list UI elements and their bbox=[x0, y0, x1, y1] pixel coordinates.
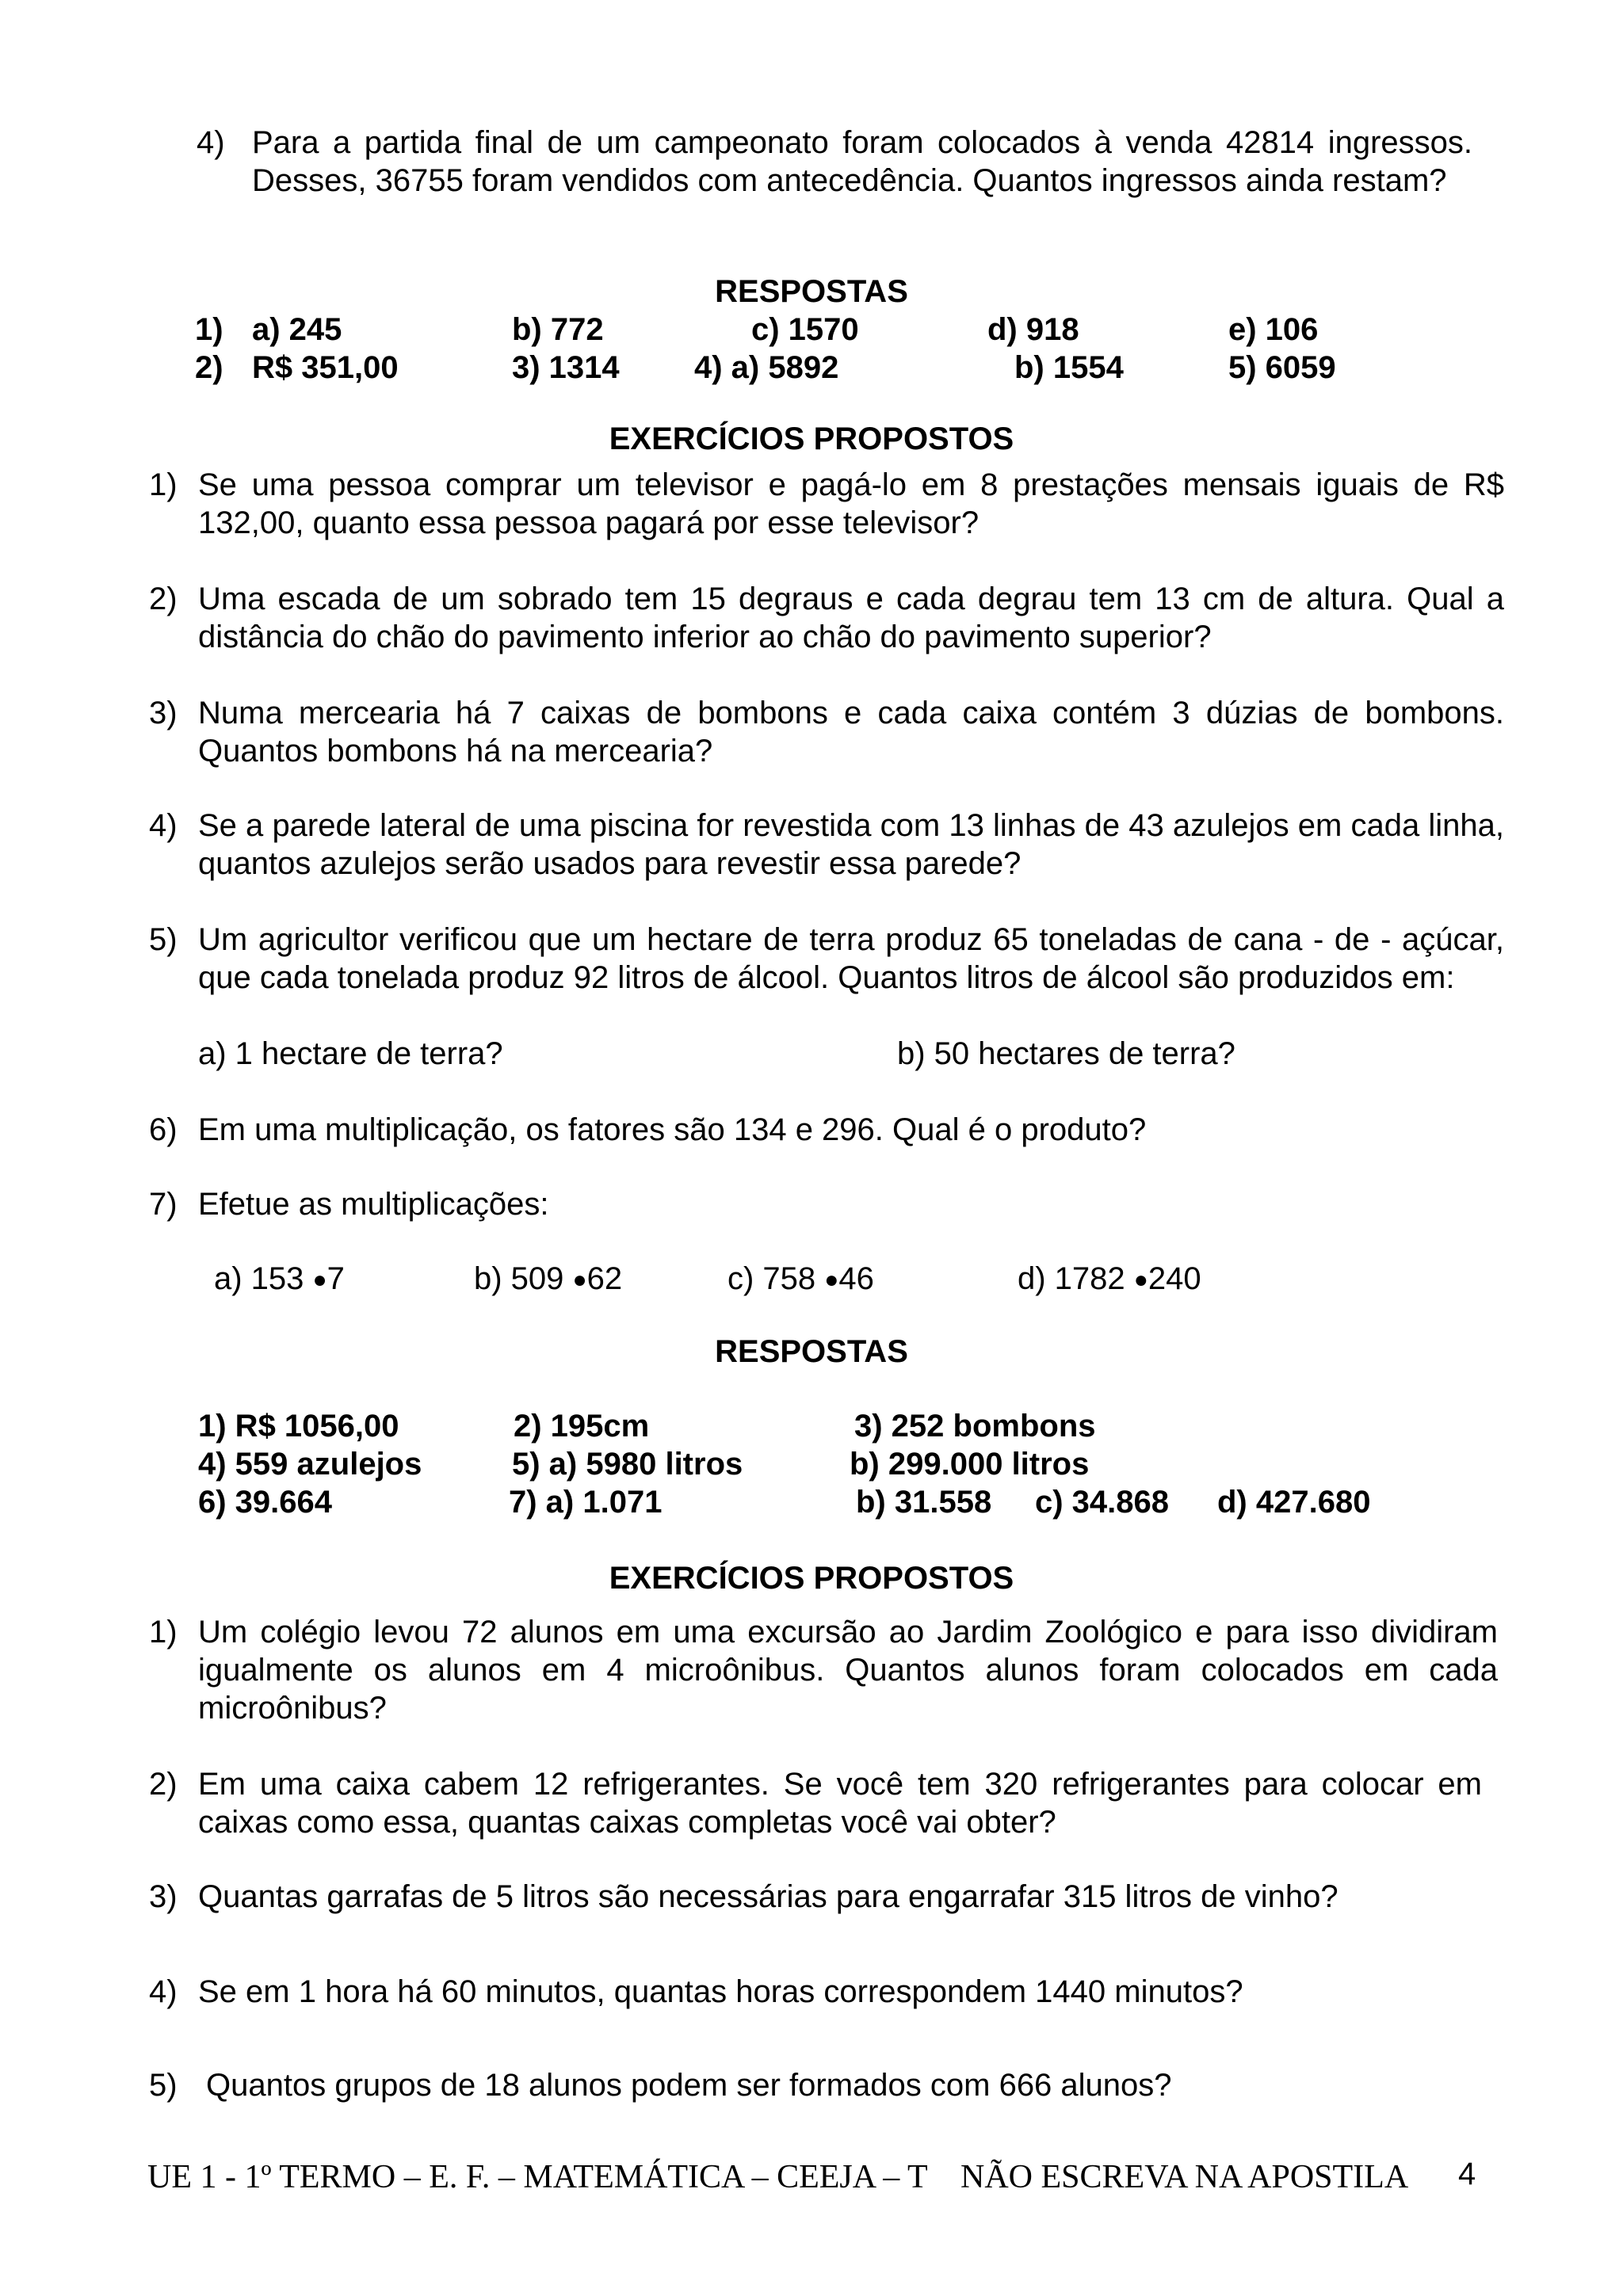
question-number: 4) bbox=[149, 808, 178, 843]
question-text: Em uma multiplicação, os fatores são 134 e 296. Qual é o produto? bbox=[198, 1112, 1147, 1147]
footer-notice: NÃO ESCREVA NA APOSTILA bbox=[960, 2159, 1409, 2195]
factor-text: 46 bbox=[838, 1261, 874, 1296]
factor-text: a) 153 bbox=[214, 1261, 313, 1296]
question-text: Para a partida final de um campeonato foram colocados à venda 42814 ingressos. Desses, 36755 foram vendidos com antecedência. Quantos ingressos ainda restam? bbox=[252, 125, 1472, 198]
question-number: 3) bbox=[149, 1879, 178, 1914]
answer-item: c) 34.868 bbox=[1035, 1485, 1170, 1520]
question-text: Um colégio levou 72 alunos em uma excursão ao Jardim Zoológico e para isso dividiram igualmente os alunos em 4 microônibus. Quantos alunos foram colocados em cada microônibus? bbox=[198, 1615, 1498, 1726]
answer-item: 3) 252 bombons bbox=[854, 1409, 1096, 1444]
answer-item: b) 299.000 litros bbox=[850, 1447, 1090, 1482]
question-text: Se uma pessoa comprar um televisor e pagá-lo em 8 prestações mensais iguais de R$ 132,00, quanto essa pessoa pagará por esse televisor? bbox=[198, 467, 1504, 540]
answer-item: d) 918 bbox=[987, 312, 1079, 347]
answer-item: b) 772 bbox=[512, 312, 604, 347]
multiply-dot-icon: ● bbox=[572, 1267, 587, 1293]
answer-item: a) 245 bbox=[252, 312, 342, 347]
question-number: 7) bbox=[149, 1187, 178, 1222]
factor-text: d) 1782 bbox=[1018, 1261, 1134, 1296]
answer-item: c) 1570 bbox=[751, 312, 859, 347]
answer-item: 4) a) 5892 bbox=[694, 350, 839, 385]
multiplication-item bbox=[214, 1260, 345, 1299]
question-text: Efetue as multiplicações: bbox=[198, 1187, 549, 1222]
question-number: 4) bbox=[197, 125, 225, 160]
answer-item: 5) 6059 bbox=[1228, 350, 1336, 385]
question-text: Uma escada de um sobrado tem 15 degraus e cada degrau tem 13 cm de altura. Qual a distância do chão do pavimento inferior ao chão do pavimento superior? bbox=[198, 582, 1504, 654]
sub-item: a) 1 hectare de terra? bbox=[198, 1036, 503, 1071]
answer-item: 4) 559 azulejos bbox=[198, 1447, 422, 1482]
answer-item: b) 1554 bbox=[1014, 350, 1124, 385]
question-number: 1) bbox=[149, 1615, 178, 1650]
question-number: 2) bbox=[149, 582, 178, 616]
multiply-dot-icon: ● bbox=[312, 1267, 327, 1293]
question-text: Se a parede lateral de uma piscina for revestida com 13 linhas de 43 azulejos em cada linha, quantos azulejos serão usados para revestir essa parede? bbox=[198, 808, 1504, 881]
page-number: 4 bbox=[1458, 2157, 1476, 2191]
multiply-dot-icon: ● bbox=[824, 1267, 839, 1293]
question-number: 4) bbox=[149, 1974, 178, 2009]
section-heading: EXERCÍCIOS PROPOSTOS bbox=[609, 421, 1014, 456]
answer-item: 7) a) 1.071 bbox=[509, 1485, 663, 1520]
multiplication-item bbox=[727, 1260, 874, 1299]
question-text: Um agricultor verificou que um hectare de terra produz 65 toneladas de cana - de - açúcar, que cada tonelada produz 92 litros de álcool. Quantos litros de álcool são produzidos em: bbox=[198, 922, 1504, 995]
question-text: Quantas garrafas de 5 litros são necessárias para engarrafar 315 litros de vinho? bbox=[198, 1879, 1338, 1914]
answer-item: e) 106 bbox=[1228, 312, 1319, 347]
answers-heading: RESPOSTAS bbox=[715, 1334, 908, 1369]
question-number: 3) bbox=[149, 696, 178, 730]
answer-item: d) 427.680 bbox=[1217, 1485, 1371, 1520]
answer-label: 1) bbox=[195, 312, 223, 347]
section-heading: EXERCÍCIOS PROPOSTOS bbox=[609, 1561, 1014, 1596]
answer-item: 1) R$ 1056,00 bbox=[198, 1409, 399, 1444]
answer-item: R$ 351,00 bbox=[252, 350, 399, 385]
answer-label: 2) bbox=[195, 350, 223, 385]
answers-heading: RESPOSTAS bbox=[715, 274, 908, 309]
question-text: Em uma caixa cabem 12 refrigerantes. Se você tem 320 refrigerantes para colocar em caixas como essa, quantas caixas completas você vai obter? bbox=[198, 1767, 1482, 1840]
sub-item: b) 50 hectares de terra? bbox=[897, 1036, 1235, 1071]
factor-text: 7 bbox=[327, 1261, 345, 1296]
answer-item: 5) a) 5980 litros bbox=[512, 1447, 743, 1482]
question-text: Numa mercearia há 7 caixas de bombons e cada caixa contém 3 dúzias de bombons. Quantos bombons há na mercearia? bbox=[198, 696, 1504, 769]
answer-item: 3) 1314 bbox=[512, 350, 620, 385]
question-number: 2) bbox=[149, 1767, 178, 1802]
answer-item: b) 31.558 bbox=[856, 1485, 992, 1520]
multiplication-item bbox=[474, 1260, 622, 1299]
question-number: 6) bbox=[149, 1112, 178, 1147]
footer-course: UE 1 - 1º TERMO – E. F. – MATEMÁTICA – CEEJA – T bbox=[147, 2159, 928, 2195]
answer-item: 6) 39.664 bbox=[198, 1485, 333, 1520]
factor-text: c) 758 bbox=[727, 1261, 825, 1296]
question-number: 1) bbox=[149, 467, 178, 502]
question-text: Quantos grupos de 18 alunos podem ser formados com 666 alunos? bbox=[206, 2068, 1172, 2103]
factor-text: 240 bbox=[1148, 1261, 1201, 1296]
question-number: 5) bbox=[149, 2068, 178, 2103]
multiplication-item bbox=[1018, 1260, 1201, 1299]
factor-text: b) 509 bbox=[474, 1261, 573, 1296]
multiply-dot-icon: ● bbox=[1133, 1267, 1148, 1293]
factor-text: 62 bbox=[586, 1261, 623, 1296]
answer-item: 2) 195cm bbox=[514, 1409, 650, 1444]
question-text: Se em 1 hora há 60 minutos, quantas horas correspondem 1440 minutos? bbox=[198, 1974, 1243, 2009]
question-number: 5) bbox=[149, 922, 178, 957]
